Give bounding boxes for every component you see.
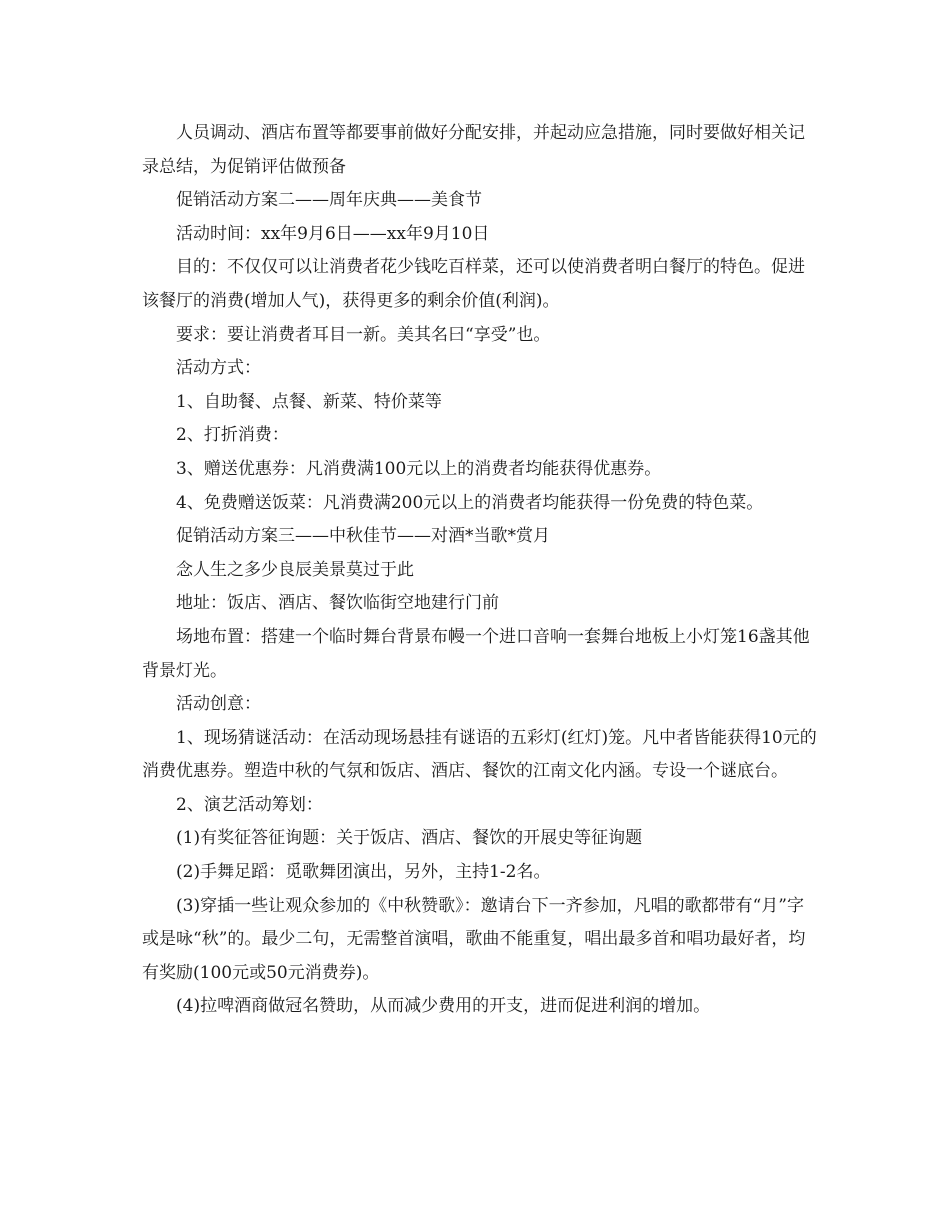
sub-item-dance: (2)手舞足蹈：觅歌舞团演出，另外，主持1-2名。 xyxy=(176,862,551,883)
list-item-lantern-riddles: 1、现场猜谜活动：在活动现场悬挂有谜语的五彩灯(红灯)笼。凡中者皆能获得10元的消费优惠券。塑造中秋的气氛和饭店、酒店、餐饮的江南文化内涵。专设一个谜底台。 xyxy=(142,727,817,782)
paragraph-address: 地址：饭店、酒店、餐饮临街空地建行门前 xyxy=(176,593,499,614)
list-item-buffet: 1、自助餐、点餐、新菜、特价菜等 xyxy=(176,391,442,412)
paragraph-activity-method: 活动方式： xyxy=(176,358,261,379)
list-item-discount: 2、打折消费： xyxy=(176,425,289,446)
paragraph-plan-three-title: 促销活动方案三——中秋佳节——对酒*当歌*赏月 xyxy=(176,526,550,547)
paragraph-activity-ideas: 活动创意： xyxy=(176,694,261,715)
sub-item-song: (3)穿插一些让观众参加的《中秋赞歌》：邀请台下一齐参加，凡唱的歌都带有“月”字或是咏“秋”的。最少二句，无需整首演唱，歌曲不能重复，唱出最多首和唱功最好者，均有奖励(100元或50元消费券)。 xyxy=(142,895,806,983)
paragraph-plan-two-title: 促销活动方案二——周年庆典——美食节 xyxy=(176,190,482,211)
paragraph-requirement: 要求：要让消费者耳目一新。美其名曰“享受”也。 xyxy=(176,324,551,345)
paragraph-activity-time: 活动时间：xx年9月6日——xx年9月10日 xyxy=(176,223,490,244)
document-body xyxy=(142,117,818,1024)
sub-item-sponsor: (4)拉啤酒商做冠名赞助，从而减少费用的开支，进而促进利润的增加。 xyxy=(176,996,711,1017)
list-item-free-dish: 4、免费赠送饭菜：凡消费满200元以上的消费者均能获得一份免费的特色菜。 xyxy=(176,492,764,513)
paragraph-venue-layout: 场地布置：搭建一个临时舞台背景布幔一个进口音响一套舞台地板上小灯笼16盏其他背景灯光。 xyxy=(142,626,810,681)
paragraph-staff-arrangement: 人员调动、酒店布置等都要事前做好分配安排，并起动应急措施，同时要做好相关记录总结，为促销评估做预备 xyxy=(142,123,805,177)
sub-item-quiz: (1)有奖征答征询题：关于饭店、酒店、餐饮的开展史等征询题 xyxy=(176,828,643,849)
paragraph-purpose: 目的：不仅仅可以让消费者花少钱吃百样菜，还可以使消费者明白餐厅的特色。促进该餐厅的消费(增加人气)，获得更多的剩余价值(利润)。 xyxy=(142,257,805,311)
paragraph-slogan: 念人生之多少良辰美景莫过于此 xyxy=(176,559,414,580)
list-item-performance: 2、演艺活动筹划： xyxy=(176,794,323,815)
list-item-coupon: 3、赠送优惠券：凡消费满100元以上的消费者均能获得优惠券。 xyxy=(176,458,662,479)
